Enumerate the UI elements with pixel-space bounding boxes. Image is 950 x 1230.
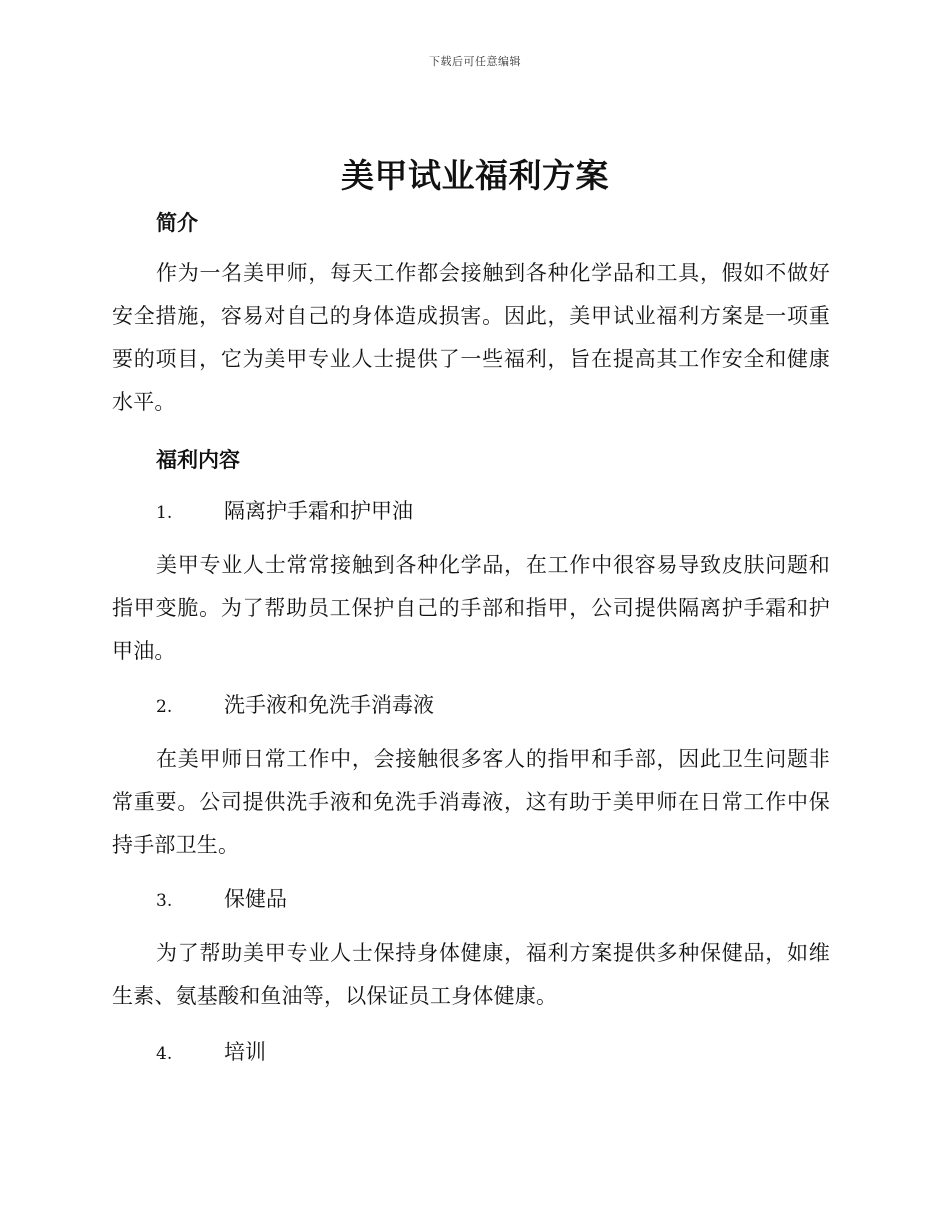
list-item bbox=[156, 496, 413, 526]
list-item-number: 3. bbox=[156, 891, 173, 911]
document-title: 美甲试业福利方案 bbox=[341, 156, 609, 195]
header-note: 下载后可任意编辑 bbox=[429, 55, 521, 68]
list-item bbox=[156, 884, 287, 914]
list-item-label: 隔离护手霜和护甲油 bbox=[224, 499, 413, 523]
section-heading-intro: 简介 bbox=[156, 211, 198, 235]
list-item-number: 4. bbox=[156, 1044, 173, 1064]
list-item-paragraph: 在美甲师日常工作中，会接触很多客人的指甲和手部，因此卫生问题非常重要。公司提供洗手液和免洗手消毒液，这有助于美甲师在日常工作中保持手部卫生。 bbox=[112, 747, 830, 857]
list-item-label: 洗手液和免洗手消毒液 bbox=[224, 693, 434, 717]
list-item-paragraph: 美甲专业人士常常接触到各种化学品，在工作中很容易导致皮肤问题和指甲变脆。为了帮助员工保护自己的手部和指甲，公司提供隔离护手霜和护甲油。 bbox=[112, 553, 830, 663]
list-item-label: 保健品 bbox=[224, 887, 287, 911]
list-item-number: 2. bbox=[156, 697, 173, 717]
list-item-paragraph: 为了帮助美甲专业人士保持身体健康，福利方案提供多种保健品，如维生素、氨基酸和鱼油等，以保证员工身体健康。 bbox=[112, 941, 830, 1008]
list-item-number: 1. bbox=[156, 503, 173, 523]
intro-paragraph: 作为一名美甲师，每天工作都会接触到各种化学品和工具，假如不做好安全措施，容易对自己的身体造成损害。因此，美甲试业福利方案是一项重要的项目，它为美甲专业人士提供了一些福利，旨在提高其工作安全和健康水平。 bbox=[112, 261, 830, 414]
list-item bbox=[156, 690, 434, 720]
list-item bbox=[156, 1037, 266, 1067]
list-item-label: 培训 bbox=[224, 1040, 266, 1064]
section-heading-benefits: 福利内容 bbox=[156, 448, 240, 472]
